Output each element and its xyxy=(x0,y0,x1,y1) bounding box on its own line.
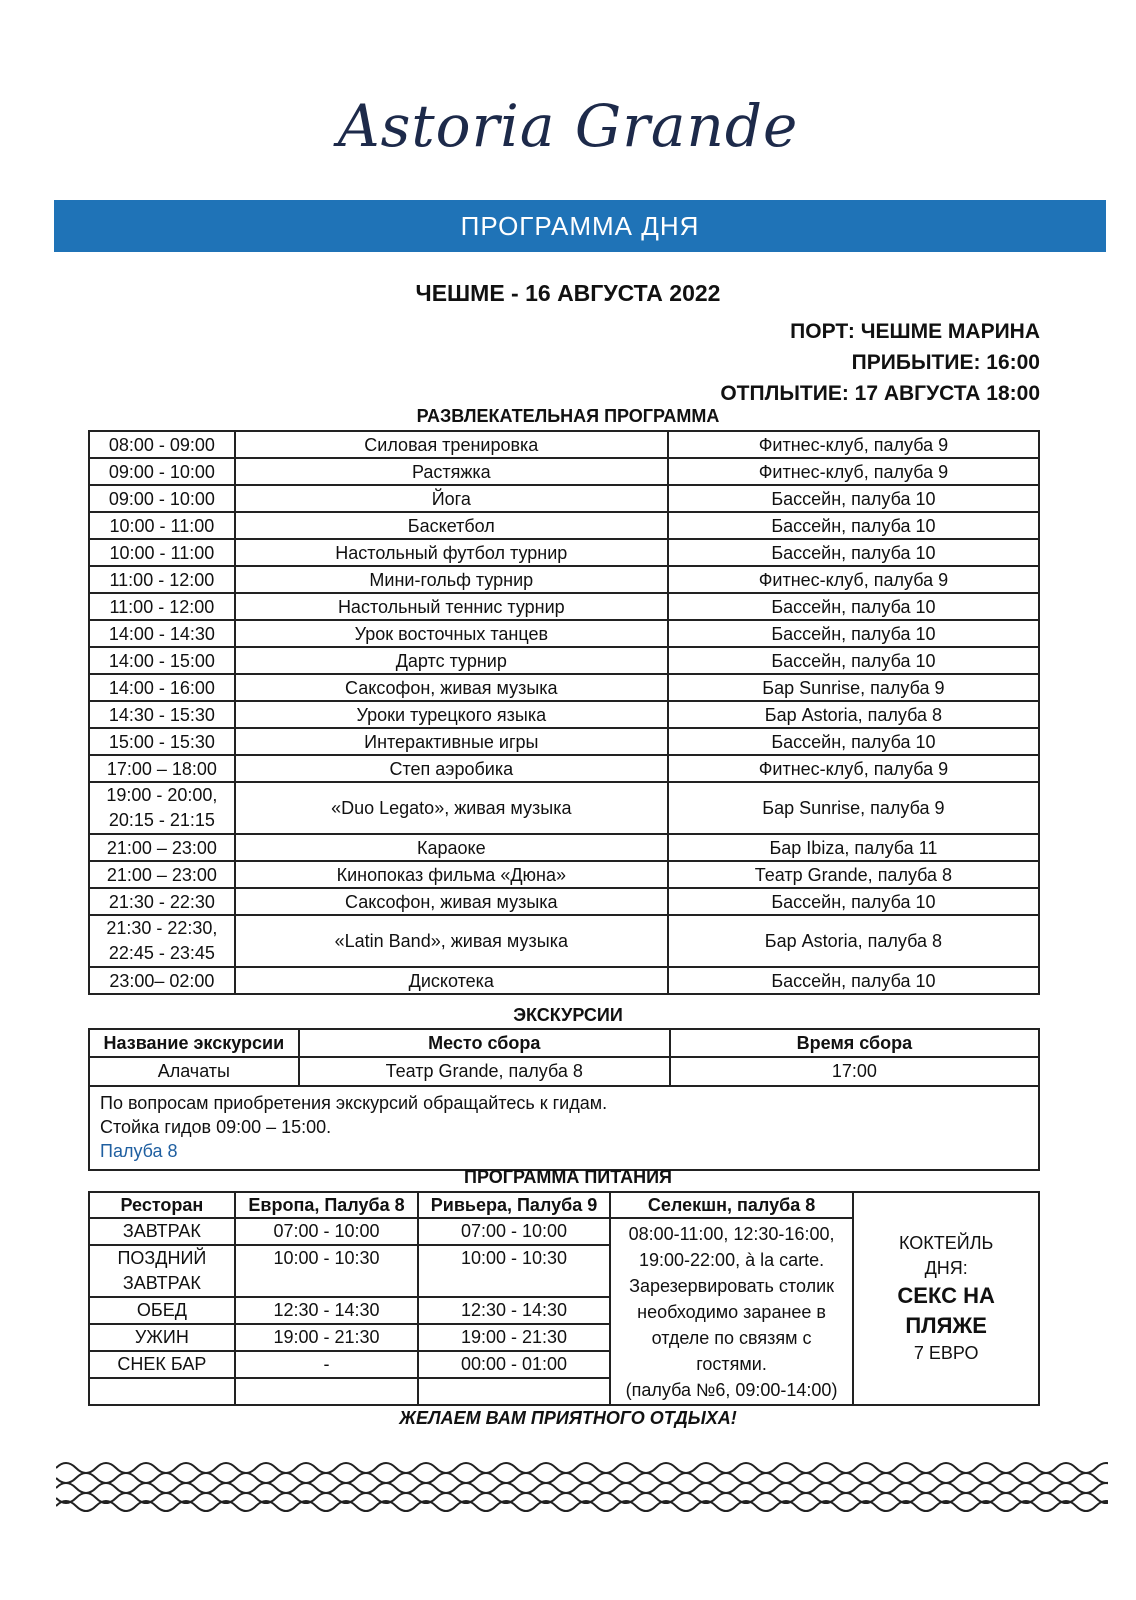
event-time: 10:00 - 11:00 xyxy=(89,512,235,539)
meal-name: УЖИН xyxy=(89,1324,235,1351)
europe-time: 12:30 - 14:30 xyxy=(235,1297,419,1324)
event-place: Бар Sunrise, палуба 9 xyxy=(668,782,1039,834)
event-time: 23:00– 02:00 xyxy=(89,967,235,994)
riviera-time: 00:00 - 01:00 xyxy=(418,1351,610,1378)
farewell-text: ЖЕЛАЕМ ВАМ ПРИЯТНОГО ОТДЫХА! xyxy=(399,1408,737,1428)
excursion-place: Театр Grande, палуба 8 xyxy=(299,1057,670,1086)
event-place: Бар Ibiza, палуба 11 xyxy=(668,834,1039,861)
food-header-row xyxy=(89,1192,1039,1218)
selection-line: Зарезервировать столик xyxy=(629,1275,835,1296)
wave-line xyxy=(56,1483,1108,1493)
event-time xyxy=(89,782,235,834)
table-row xyxy=(89,539,1039,566)
table-row xyxy=(89,755,1039,782)
entertainment-table xyxy=(88,430,1040,995)
event-place: Бассейн, палуба 10 xyxy=(668,967,1039,994)
meal-name-line: ЗАВТРАК xyxy=(122,1273,201,1293)
event-place: Бассейн, палуба 10 xyxy=(668,539,1039,566)
event-place: Бассейн, палуба 10 xyxy=(668,728,1039,755)
table-row xyxy=(89,458,1039,485)
event-name: Настольный футбол турнир xyxy=(235,539,668,566)
table-row xyxy=(89,620,1039,647)
event-place: Бассейн, палуба 10 xyxy=(668,620,1039,647)
event-place: Бар Astoria, палуба 8 xyxy=(668,701,1039,728)
event-name: Мини-гольф турнир xyxy=(235,566,668,593)
event-time: 14:00 - 15:00 xyxy=(89,647,235,674)
event-place: Бассейн, палуба 10 xyxy=(668,512,1039,539)
event-time-line: 22:45 - 23:45 xyxy=(108,943,215,963)
event-name: Интерактивные игры xyxy=(235,728,668,755)
event-time: 14:00 - 16:00 xyxy=(89,674,235,701)
event-time: 14:30 - 15:30 xyxy=(89,701,235,728)
event-time: 21:30 - 22:30 xyxy=(89,888,235,915)
spacer-cell xyxy=(418,1378,610,1405)
event-name: Йога xyxy=(235,485,668,512)
table-row xyxy=(89,566,1039,593)
note-line: По вопросам приобретения экскурсий обращайтесь к гидам. xyxy=(100,1093,608,1113)
selection-line: отделе по связям с xyxy=(651,1327,812,1348)
cocktail-name: ПЛЯЖЕ xyxy=(905,1313,987,1338)
note-line: Палуба 8 xyxy=(100,1141,178,1161)
event-place: Фитнес-клуб, палуба 9 xyxy=(668,755,1039,782)
event-time-line: 19:00 - 20:00, xyxy=(106,785,218,805)
event-name: Силовая тренировка xyxy=(235,431,668,458)
event-name: «Duo Legato», живая музыка xyxy=(235,782,668,834)
event-time: 08:00 - 09:00 xyxy=(89,431,235,458)
riviera-time: 07:00 - 10:00 xyxy=(418,1218,610,1245)
event-name: Саксофон, живая музыка xyxy=(235,888,668,915)
event-name: Дартс турнир xyxy=(235,647,668,674)
cocktail-of-day xyxy=(853,1192,1039,1405)
event-time: 14:00 - 14:30 xyxy=(89,620,235,647)
event-time xyxy=(89,915,235,967)
table-row xyxy=(89,485,1039,512)
event-time: 09:00 - 10:00 xyxy=(89,458,235,485)
event-place: Бар Sunrise, палуба 9 xyxy=(668,674,1039,701)
wave-line xyxy=(56,1473,1108,1483)
meal-name-line: ПОЗДНИЙ xyxy=(117,1248,207,1268)
europe-time: 07:00 - 10:00 xyxy=(235,1218,419,1245)
table-row xyxy=(89,728,1039,755)
excursions-header-row xyxy=(89,1029,1039,1057)
event-time-line: 21:30 - 22:30, xyxy=(106,918,218,938)
food-header-cell: Европа, Палуба 8 xyxy=(235,1192,419,1218)
selection-line: 19:00-22:00, à la carte. xyxy=(639,1249,825,1270)
wave-line xyxy=(56,1463,1108,1473)
table-row xyxy=(89,861,1039,888)
event-place: Фитнес-клуб, палуба 9 xyxy=(668,431,1039,458)
selection-info xyxy=(610,1218,854,1405)
meal-name: ОБЕД xyxy=(89,1297,235,1324)
riviera-time: 12:30 - 14:30 xyxy=(418,1297,610,1324)
arrival-line: ПРИБЫТИЕ: 16:00 xyxy=(851,351,1040,374)
spacer-cell xyxy=(89,1378,235,1405)
cocktail-name: СЕКС НА xyxy=(897,1283,995,1308)
food-table xyxy=(88,1191,1040,1406)
event-place: Бар Astoria, палуба 8 xyxy=(668,915,1039,967)
cocktail-label: ДНЯ: xyxy=(924,1258,968,1278)
food-header-cell: Селекшн, палуба 8 xyxy=(610,1192,854,1218)
spacer-cell xyxy=(235,1378,419,1405)
riviera-time: 19:00 - 21:30 xyxy=(418,1324,610,1351)
table-row xyxy=(89,593,1039,620)
table-row xyxy=(89,674,1039,701)
event-name: Кинопоказ фильма «Дюна» xyxy=(235,861,668,888)
excursions-table xyxy=(88,1028,1040,1171)
food-heading: ПРОГРАММА ПИТАНИЯ xyxy=(464,1167,672,1187)
event-time: 10:00 - 11:00 xyxy=(89,539,235,566)
europe-time: 10:00 - 10:30 xyxy=(235,1245,419,1297)
event-time: 17:00 – 18:00 xyxy=(89,755,235,782)
event-time: 21:00 – 23:00 xyxy=(89,861,235,888)
event-name: Баскетбол xyxy=(235,512,668,539)
excursion-time: 17:00 xyxy=(670,1057,1039,1086)
event-name: Караоке xyxy=(235,834,668,861)
wave-line xyxy=(56,1501,1108,1511)
meal-name: ЗАВТРАК xyxy=(89,1218,235,1245)
brand-logo: Astoria Grande xyxy=(337,92,799,160)
table-row xyxy=(89,431,1039,458)
table-row xyxy=(89,915,1039,967)
excursions-note-row xyxy=(89,1086,1039,1170)
event-name: Степ аэробика xyxy=(235,755,668,782)
table-row xyxy=(89,647,1039,674)
wave-ornament xyxy=(56,1458,1108,1514)
meal-name: СНЕК БАР xyxy=(89,1351,235,1378)
event-name: Саксофон, живая музыка xyxy=(235,674,668,701)
table-row xyxy=(89,1057,1039,1086)
event-name: Настольный теннис турнир xyxy=(235,593,668,620)
event-time: 21:00 – 23:00 xyxy=(89,834,235,861)
event-name: Урок восточных танцев xyxy=(235,620,668,647)
port-info xyxy=(720,316,1040,409)
event-place: Фитнес-клуб, палуба 9 xyxy=(668,566,1039,593)
table-row xyxy=(89,701,1039,728)
selection-line: необходимо заранее в xyxy=(637,1301,826,1322)
event-name: Растяжка xyxy=(235,458,668,485)
page-title: ЧЕШМЕ - 16 АВГУСТА 2022 xyxy=(415,280,721,306)
europe-time: 19:00 - 21:30 xyxy=(235,1324,419,1351)
europe-time: - xyxy=(235,1351,419,1378)
program-banner: ПРОГРАММА ДНЯ xyxy=(54,200,1106,252)
excursion-name: Алачаты xyxy=(89,1057,299,1086)
event-time-line: 20:15 - 21:15 xyxy=(108,810,215,830)
excursion-name-header: Название экскурсии xyxy=(89,1029,299,1057)
event-place: Фитнес-клуб, палуба 9 xyxy=(668,458,1039,485)
table-row xyxy=(89,512,1039,539)
excursion-time-header: Время сбора xyxy=(670,1029,1039,1057)
excursion-place-header: Место сбора xyxy=(299,1029,670,1057)
entertainment-heading: РАЗВЛЕКАТЕЛЬНАЯ ПРОГРАММА xyxy=(416,406,720,426)
table-row xyxy=(89,967,1039,994)
table-row xyxy=(89,782,1039,834)
departure-line: ОТПЛЫТИЕ: 17 АВГУСТА 18:00 xyxy=(720,382,1040,405)
selection-line: (палуба №6, 09:00-14:00) xyxy=(625,1379,838,1400)
cocktail-price: 7 ЕВРО xyxy=(913,1343,979,1363)
event-name: «Latin Band», живая музыка xyxy=(235,915,668,967)
food-header-cell: Ривьера, Палуба 9 xyxy=(418,1192,610,1218)
event-time: 11:00 - 12:00 xyxy=(89,566,235,593)
selection-line: 08:00-11:00, 12:30-16:00, xyxy=(628,1223,835,1244)
food-header-cell: Ресторан xyxy=(89,1192,235,1218)
event-name: Дискотека xyxy=(235,967,668,994)
event-time: 15:00 - 15:30 xyxy=(89,728,235,755)
event-time: 09:00 - 10:00 xyxy=(89,485,235,512)
excursions-note xyxy=(89,1086,1039,1170)
event-place: Бассейн, палуба 10 xyxy=(668,647,1039,674)
table-row xyxy=(89,888,1039,915)
event-place: Театр Grande, палуба 8 xyxy=(668,861,1039,888)
note-line: Стойка гидов 09:00 – 15:00. xyxy=(100,1117,332,1137)
event-place: Бассейн, палуба 10 xyxy=(668,593,1039,620)
event-place: Бассейн, палуба 10 xyxy=(668,888,1039,915)
port-line: ПОРТ: ЧЕШМЕ МАРИНА xyxy=(790,320,1040,343)
table-row xyxy=(89,834,1039,861)
event-place: Бассейн, палуба 10 xyxy=(668,485,1039,512)
riviera-time: 10:00 - 10:30 xyxy=(418,1245,610,1297)
meal-name xyxy=(89,1245,235,1297)
excursions-heading: ЭКСКУРСИИ xyxy=(513,1005,623,1025)
cocktail-label: КОКТЕЙЛЬ xyxy=(899,1233,994,1253)
event-name: Уроки турецкого языка xyxy=(235,701,668,728)
selection-line: гостями. xyxy=(696,1353,767,1374)
event-time: 11:00 - 12:00 xyxy=(89,593,235,620)
